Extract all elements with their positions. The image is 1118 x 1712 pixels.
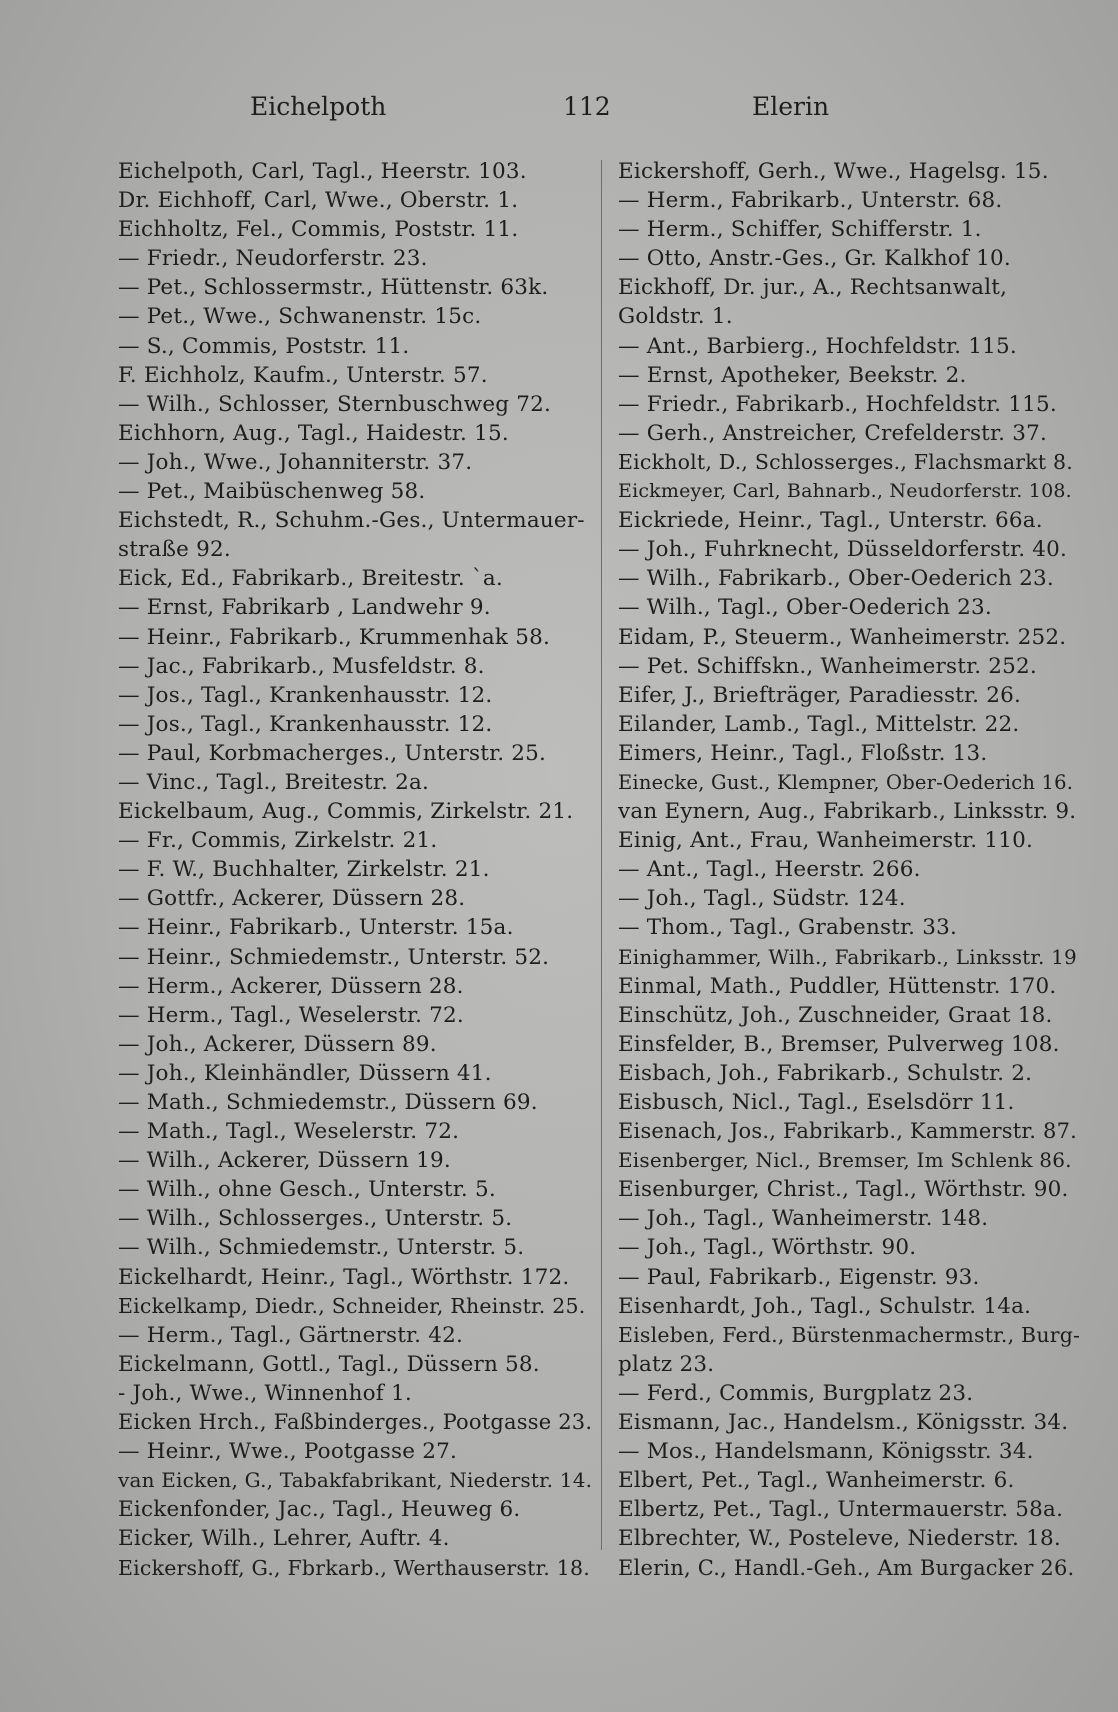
directory-entry: Eisleben, Ferd., Bürstenmachermstr., Burg-: [618, 1322, 1080, 1347]
directory-entry: — Herm., Ackerer, Düssern 28.: [118, 973, 464, 999]
directory-entry: platz 23.: [618, 1351, 715, 1377]
directory-entry: F. Eichholz, Kaufm., Unterstr. 57.: [118, 362, 488, 388]
directory-entry: — Joh., Tagl., Wanheimerstr. 148.: [618, 1206, 989, 1232]
directory-entry: Eichelpoth, Carl, Tagl., Heerstr. 103.: [118, 159, 527, 184]
directory-entry: Eisbach, Joh., Fabrikarb., Schulstr. 2.: [618, 1060, 1033, 1086]
directory-entry: Elbrechter, W., Posteleve, Niederstr. 18.: [618, 1526, 1061, 1552]
directory-entry: — Ant., Tagl., Heerstr. 266.: [618, 857, 921, 883]
directory-entry: Eisenburger, Christ., Tagl., Wörthstr. 90.: [618, 1177, 1069, 1203]
directory-entry: — Jos., Tagl., Krankenhausstr. 12.: [118, 682, 493, 708]
directory-entry: Eickenfonder, Jac., Tagl., Heuweg 6.: [118, 1497, 521, 1523]
directory-entry: — Heinr., Fabrikarb., Unterstr. 15a.: [118, 915, 514, 941]
directory-entry: Eisenach, Jos., Fabrikarb., Kammerstr. 87.: [618, 1119, 1078, 1144]
directory-entry: — Joh., Tagl., Wörthstr. 90.: [618, 1235, 917, 1261]
directory-entry: — Friedr., Fabrikarb., Hochfeldstr. 115.: [618, 391, 1057, 417]
directory-entry: — Pet., Maibüschenweg 58.: [118, 479, 426, 505]
page-number: 112: [563, 92, 611, 121]
directory-entry: — Ferd., Commis, Burgplatz 23.: [618, 1380, 974, 1406]
directory-entry: Eickriede, Heinr., Tagl., Unterstr. 66a.: [618, 508, 1043, 534]
directory-entry: straße 92.: [118, 537, 231, 563]
directory-entry: — Jos., Tagl., Krankenhausstr. 12.: [118, 711, 493, 737]
directory-entry: Eickershoff, G., Fbrkarb., Werthauserstr. 18.: [118, 1555, 590, 1580]
directory-entry: — Herm., Schiffer, Schifferstr. 1.: [618, 217, 982, 243]
directory-entry: Goldstr. 1.: [618, 304, 733, 330]
directory-entry: Eickelmann, Gottl., Tagl., Düssern 58.: [118, 1351, 540, 1377]
directory-entry: — Heinr., Wwe., Pootgasse 27.: [118, 1439, 457, 1465]
directory-entry: — Gerh., Anstreicher, Crefelderstr. 37.: [618, 420, 1048, 446]
directory-entry: — Jac., Fabrikarb., Musfeldstr. 8.: [118, 653, 485, 679]
directory-entry: — Ernst, Apotheker, Beekstr. 2.: [618, 362, 967, 388]
directory-entry: — Friedr., Neudorferstr. 23.: [118, 246, 428, 272]
directory-entry: Eichhorn, Aug., Tagl., Haidestr. 15.: [118, 420, 509, 446]
directory-entry: — S., Commis, Poststr. 11.: [118, 333, 410, 359]
directory-entry: Dr. Eichhoff, Carl, Wwe., Oberstr. 1.: [118, 188, 519, 214]
directory-entry: — Pet., Wwe., Schwanenstr. 15c.: [118, 304, 482, 330]
directory-entry: Elerin, C., Handl.-Geh., Am Burgacker 26.: [618, 1555, 1075, 1580]
left-column: [118, 157, 596, 1583]
directory-entry: — Pet. Schiffskn., Wanheimerstr. 252.: [618, 653, 1037, 679]
directory-entry: Eickershoff, Gerh., Wwe., Hagelsg. 15.: [618, 159, 1049, 184]
directory-entry: — Herm., Fabrikarb., Unterstr. 68.: [618, 188, 1003, 214]
directory-entry: van Eicken, G., Tabakfabrikant, Niederstr. 14.: [118, 1468, 593, 1493]
directory-entry: Elbertz, Pet., Tagl., Untermauerstr. 58a.: [618, 1497, 1064, 1523]
directory-entry: Eichstedt, R., Schuhm.-Ges., Untermauer-: [118, 508, 585, 534]
directory-entry: — Joh., Ackerer, Düssern 89.: [118, 1031, 437, 1057]
directory-entry: — Heinr., Schmiedemstr., Unterstr. 52.: [118, 944, 550, 970]
directory-entry: — Otto, Anstr.-Ges., Gr. Kalkhof 10.: [618, 246, 1011, 272]
directory-entry: Eichholtz, Fel., Commis, Poststr. 11.: [118, 217, 519, 243]
directory-entry: Einighammer, Wilh., Fabrikarb., Linksstr. 19: [618, 944, 1077, 969]
directory-entry: Eicken Hrch., Faßbinderges., Pootgasse 23.: [118, 1410, 593, 1435]
directory-entry: Eismann, Jac., Handelsm., Königsstr. 34.: [618, 1410, 1069, 1436]
directory-entry: — Paul, Fabrikarb., Eigenstr. 93.: [618, 1264, 980, 1290]
directory-entry: — Herm., Tagl., Gärtnerstr. 42.: [118, 1322, 464, 1348]
header-left-keyword: Eichelpoth: [250, 92, 387, 121]
directory-entry: — Wilh., ohne Gesch., Unterstr. 5.: [118, 1177, 496, 1203]
directory-entry: — Mos., Handelsmann, Königsstr. 34.: [618, 1439, 1034, 1465]
directory-entry: Eimers, Heinr., Tagl., Floßstr. 13.: [618, 740, 988, 766]
directory-entry: Eickelbaum, Aug., Commis, Zirkelstr. 21.: [118, 799, 574, 825]
directory-entry: Eickmeyer, Carl, Bahnarb., Neudorferstr. 108.: [618, 480, 1072, 503]
directory-entry: — Math., Tagl., Weselerstr. 72.: [118, 1119, 460, 1145]
directory-entry: van Eynern, Aug., Fabrikarb., Linksstr. 9.: [618, 799, 1077, 825]
directory-entry: — F. W., Buchhalter, Zirkelstr. 21.: [118, 857, 490, 883]
directory-entry: Eisenberger, Nicl., Bremser, Im Schlenk 86.: [618, 1148, 1072, 1173]
directory-entry: Einecke, Gust., Klempner, Ober-Oederich 16.: [618, 770, 1074, 794]
directory-entry: Eisbusch, Nicl., Tagl., Eselsdörr 11.: [618, 1090, 1015, 1115]
directory-entry: — Gottfr., Ackerer, Düssern 28.: [118, 886, 466, 912]
directory-entry: — Wilh., Ackerer, Düssern 19.: [118, 1148, 451, 1174]
directory-entry: — Wilh., Schlosserges., Unterstr. 5.: [118, 1206, 513, 1232]
directory-entry: — Ant., Barbierg., Hochfeldstr. 115.: [618, 333, 1017, 359]
directory-entry: Einsfelder, B., Bremser, Pulverweg 108.: [618, 1031, 1060, 1057]
directory-entry: Eick, Ed., Fabrikarb., Breitestr. `a.: [118, 566, 503, 592]
directory-entry: Eifer, J., Briefträger, Paradiesstr. 26.: [618, 682, 1021, 708]
directory-entry: Eickholt, D., Schlosserges., Flachsmarkt 8.: [618, 449, 1073, 474]
right-column: [618, 157, 1080, 1583]
directory-entry: Einschütz, Joh., Zuschneider, Graat 18.: [618, 1002, 1053, 1028]
directory-entry: Eidam, P., Steuerm., Wanheimerstr. 252.: [618, 624, 1067, 650]
header-right-keyword: Elerin: [752, 92, 830, 121]
directory-entry: — Ernst, Fabrikarb , Landwehr 9.: [118, 595, 491, 621]
column-divider: [601, 160, 602, 1550]
directory-entry: Einig, Ant., Frau, Wanheimerstr. 110.: [618, 828, 1034, 854]
directory-entry: — Heinr., Fabrikarb., Krummenhak 58.: [118, 624, 550, 650]
directory-entry: - Joh., Wwe., Winnenhof 1.: [118, 1380, 412, 1406]
directory-entry: — Math., Schmiedemstr., Düssern 69.: [118, 1090, 538, 1115]
directory-entry: — Fr., Commis, Zirkelstr. 21.: [118, 828, 438, 854]
directory-entry: — Wilh., Schlosser, Sternbuschweg 72.: [118, 391, 552, 417]
directory-entry: — Vinc., Tagl., Breitestr. 2a.: [118, 769, 430, 795]
directory-entry: — Wilh., Tagl., Ober-Oederich 23.: [618, 595, 992, 621]
directory-entry: — Paul, Korbmacherges., Unterstr. 25.: [118, 740, 547, 766]
directory-entry: Einmal, Math., Puddler, Hüttenstr. 170.: [618, 973, 1057, 999]
directory-entry: Eicker, Wilh., Lehrer, Auftr. 4.: [118, 1526, 450, 1552]
directory-entry: — Herm., Tagl., Weselerstr. 72.: [118, 1002, 464, 1028]
directory-entry: — Wilh., Fabrikarb., Ober-Oederich 23.: [618, 566, 1054, 592]
directory-entry: — Pet., Schlossermstr., Hüttenstr. 63k.: [118, 275, 549, 301]
directory-entry: — Joh., Wwe., Johanniterstr. 37.: [118, 449, 473, 475]
directory-entry: — Wilh., Schmiedemstr., Unterstr. 5.: [118, 1235, 525, 1261]
directory-entry: — Joh., Tagl., Südstr. 124.: [618, 886, 906, 912]
directory-entry: — Joh., Kleinhändler, Düssern 41.: [118, 1060, 492, 1086]
directory-entry: Eisenhardt, Joh., Tagl., Schulstr. 14a.: [618, 1293, 1032, 1319]
directory-entry: — Thom., Tagl., Grabenstr. 33.: [618, 915, 958, 941]
directory-entry: Elbert, Pet., Tagl., Wanheimerstr. 6.: [618, 1468, 1015, 1494]
directory-entry: Eilander, Lamb., Tagl., Mittelstr. 22.: [618, 711, 1020, 737]
directory-entry: Eickelhardt, Heinr., Tagl., Wörthstr. 172.: [118, 1264, 570, 1290]
directory-entry: — Joh., Fuhrknecht, Düsseldorferstr. 40.: [618, 537, 1068, 563]
running-header: [0, 92, 1118, 132]
directory-entry: Eickhoff, Dr. jur., A., Rechtsanwalt,: [618, 275, 1008, 301]
directory-entry: Eickelkamp, Diedr., Schneider, Rheinstr. 25.: [118, 1293, 586, 1318]
